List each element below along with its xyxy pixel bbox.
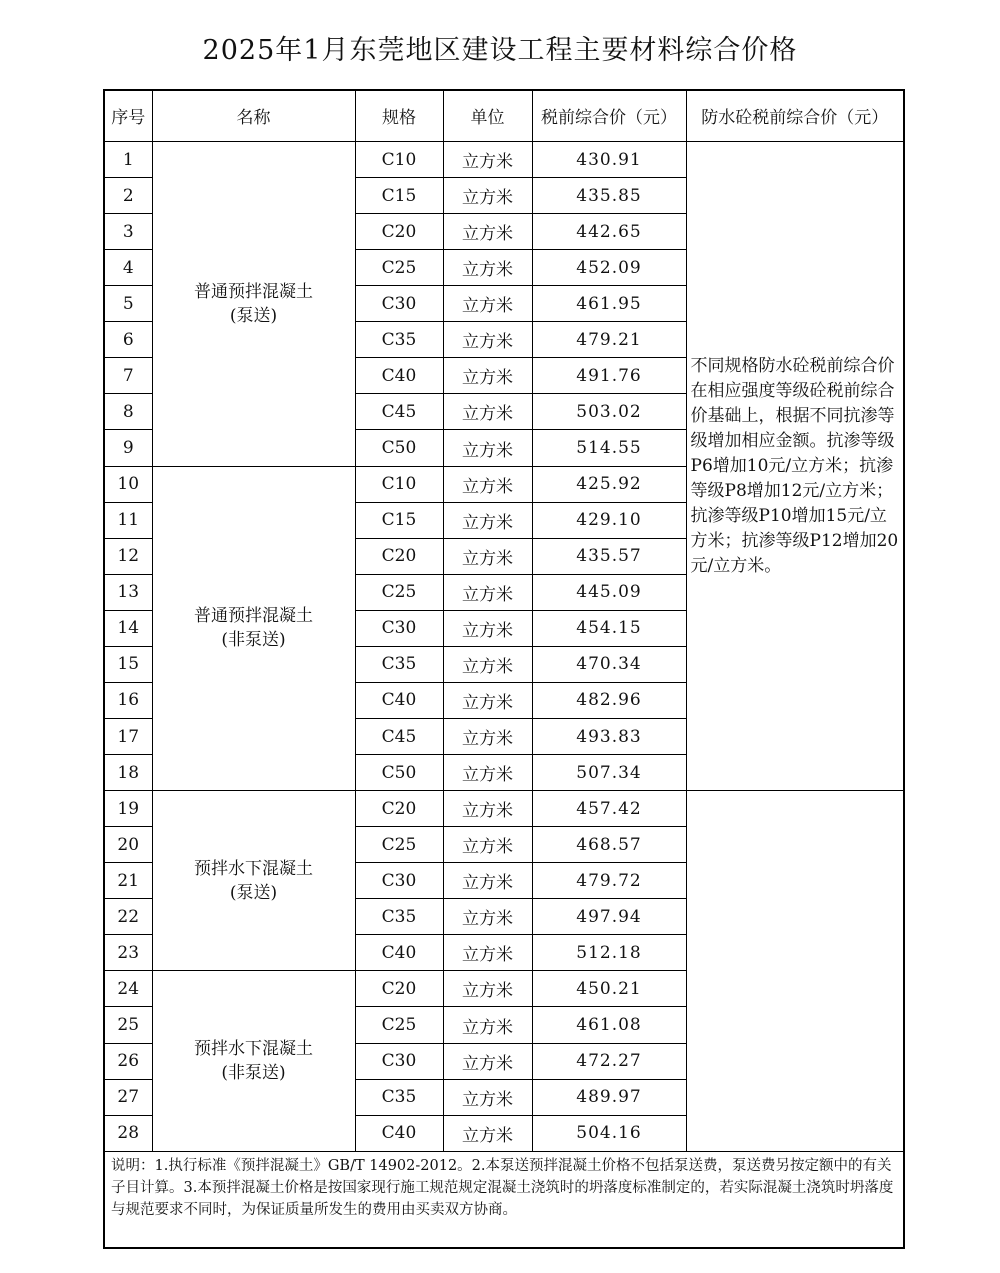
spec-cell: C25 (355, 827, 443, 863)
row-index: 23 (104, 935, 152, 971)
unit-cell: 立方米 (443, 466, 532, 502)
row-index: 9 (104, 430, 152, 466)
price-cell: 450.21 (532, 971, 686, 1007)
unit-cell: 立方米 (443, 286, 532, 322)
price-cell: 512.18 (532, 935, 686, 971)
price-cell: 468.57 (532, 827, 686, 863)
spec-cell: C25 (355, 250, 443, 286)
row-index: 4 (104, 250, 152, 286)
unit-cell: 立方米 (443, 1079, 532, 1115)
price-cell: 479.21 (532, 322, 686, 358)
spec-cell: C40 (355, 682, 443, 718)
spec-cell: C35 (355, 322, 443, 358)
spec-cell: C25 (355, 1007, 443, 1043)
row-index: 10 (104, 466, 152, 502)
price-cell: 497.94 (532, 899, 686, 935)
table-row (104, 141, 904, 177)
row-index: 21 (104, 863, 152, 899)
spec-cell: C20 (355, 971, 443, 1007)
row-index: 15 (104, 646, 152, 682)
table-note: 说明：1.执行标准《预拌混凝土》GB/T 14902-2012。2.本泵送预拌混凝土价格不包括泵送费，泵送费另按定额中的有关子目计算。3.本预拌混凝土价格是按国家现行施工规范规定混凝土浇筑时的坍落度标准制定的，若实际混凝土浇筑时坍落度与规范要求不同时，为保证质量所发生的费用由买卖双方协商。 (104, 1151, 904, 1248)
spec-cell: C35 (355, 899, 443, 935)
price-cell: 470.34 (532, 646, 686, 682)
row-index: 19 (104, 791, 152, 827)
row-index: 8 (104, 394, 152, 430)
unit-cell: 立方米 (443, 899, 532, 935)
price-cell: 425.92 (532, 466, 686, 502)
material-name: 普通预拌混凝土 (194, 281, 313, 302)
material-name-cell (152, 466, 355, 791)
unit-cell: 立方米 (443, 827, 532, 863)
spec-cell: C40 (355, 1115, 443, 1151)
header-name: 名称 (152, 90, 355, 141)
header-spec: 规格 (355, 90, 443, 141)
spec-cell: C10 (355, 466, 443, 502)
material-name: 普通预拌混凝土 (194, 606, 313, 627)
spec-cell: C45 (355, 394, 443, 430)
row-index: 11 (104, 502, 152, 538)
price-cell: 507.34 (532, 755, 686, 791)
spec-cell: C30 (355, 610, 443, 646)
table-row (104, 791, 904, 827)
row-index: 28 (104, 1115, 152, 1151)
spec-cell: C30 (355, 863, 443, 899)
unit-cell: 立方米 (443, 141, 532, 177)
unit-cell: 立方米 (443, 863, 532, 899)
spec-cell: C35 (355, 646, 443, 682)
header-price: 税前综合价（元） (532, 90, 686, 141)
unit-cell: 立方米 (443, 538, 532, 574)
note-row (104, 1151, 904, 1248)
material-name-cell (152, 971, 355, 1151)
spec-cell: C40 (355, 358, 443, 394)
spec-cell: C35 (355, 1079, 443, 1115)
unit-cell: 立方米 (443, 430, 532, 466)
waterproof-empty-cell (686, 791, 904, 1152)
spec-cell: C40 (355, 935, 443, 971)
unit-cell: 立方米 (443, 178, 532, 214)
price-cell: 503.02 (532, 394, 686, 430)
row-index: 26 (104, 1043, 152, 1079)
row-index: 13 (104, 574, 152, 610)
price-cell: 504.16 (532, 1115, 686, 1151)
spec-cell: C25 (355, 574, 443, 610)
spec-cell: C15 (355, 502, 443, 538)
unit-cell: 立方米 (443, 358, 532, 394)
row-index: 16 (104, 682, 152, 718)
price-cell: 489.97 (532, 1079, 686, 1115)
spec-cell: C15 (355, 178, 443, 214)
row-index: 22 (104, 899, 152, 935)
price-cell: 457.42 (532, 791, 686, 827)
row-index: 27 (104, 1079, 152, 1115)
row-index: 18 (104, 755, 152, 791)
unit-cell: 立方米 (443, 1007, 532, 1043)
unit-cell: 立方米 (443, 250, 532, 286)
row-index: 17 (104, 718, 152, 754)
unit-cell: 立方米 (443, 502, 532, 538)
spec-cell: C30 (355, 286, 443, 322)
header-unit: 单位 (443, 90, 532, 141)
price-cell: 442.65 (532, 214, 686, 250)
row-index: 14 (104, 610, 152, 646)
unit-cell: 立方米 (443, 718, 532, 754)
price-cell: 429.10 (532, 502, 686, 538)
price-cell: 435.57 (532, 538, 686, 574)
unit-cell: 立方米 (443, 791, 532, 827)
price-cell: 461.95 (532, 286, 686, 322)
spec-cell: C50 (355, 755, 443, 791)
price-cell: 430.91 (532, 141, 686, 177)
spec-cell: C20 (355, 538, 443, 574)
spec-cell: C20 (355, 214, 443, 250)
price-cell: 454.15 (532, 610, 686, 646)
material-name: 预拌水下混凝土 (194, 1039, 313, 1060)
unit-cell: 立方米 (443, 755, 532, 791)
header-waterproof: 防水砼税前综合价（元） (686, 90, 904, 141)
unit-cell: 立方米 (443, 1043, 532, 1079)
material-delivery-type: (非泵送) (221, 1063, 286, 1084)
price-cell: 514.55 (532, 430, 686, 466)
material-name: 预拌水下混凝土 (194, 858, 313, 879)
spec-cell: C20 (355, 791, 443, 827)
price-cell: 491.76 (532, 358, 686, 394)
price-cell: 435.85 (532, 178, 686, 214)
price-table (103, 89, 905, 1249)
row-index: 20 (104, 827, 152, 863)
spec-cell: C30 (355, 1043, 443, 1079)
material-delivery-type: (非泵送) (221, 630, 286, 651)
price-cell: 479.72 (532, 863, 686, 899)
unit-cell: 立方米 (443, 574, 532, 610)
row-index: 1 (104, 141, 152, 177)
material-delivery-type: (泵送) (229, 305, 278, 326)
document-title: 2025年1月东莞地区建设工程主要材料综合价格 (202, 35, 798, 66)
unit-cell: 立方米 (443, 610, 532, 646)
unit-cell: 立方米 (443, 1115, 532, 1151)
unit-cell: 立方米 (443, 935, 532, 971)
row-index: 3 (104, 214, 152, 250)
price-cell: 472.27 (532, 1043, 686, 1079)
row-index: 12 (104, 538, 152, 574)
spec-cell: C45 (355, 718, 443, 754)
row-index: 5 (104, 286, 152, 322)
unit-cell: 立方米 (443, 394, 532, 430)
header-index: 序号 (104, 90, 152, 141)
unit-cell: 立方米 (443, 214, 532, 250)
unit-cell: 立方米 (443, 646, 532, 682)
price-cell: 445.09 (532, 574, 686, 610)
price-cell: 493.83 (532, 718, 686, 754)
row-index: 24 (104, 971, 152, 1007)
price-cell: 461.08 (532, 1007, 686, 1043)
spec-cell: C10 (355, 141, 443, 177)
row-index: 7 (104, 358, 152, 394)
unit-cell: 立方米 (443, 682, 532, 718)
spec-cell: C50 (355, 430, 443, 466)
header-row (104, 90, 904, 141)
row-index: 6 (104, 322, 152, 358)
waterproof-remark: 不同规格防水砼税前综合价在相应强度等级砼税前综合价基础上，根据不同抗渗等级增加相应金额。抗渗等级P6增加10元/立方米；抗渗等级P8增加12元/立方米；抗渗等级P10增加15元/立方米；抗渗等级P12增加20元/立方米。 (686, 141, 904, 790)
material-name-cell (152, 791, 355, 971)
row-index: 2 (104, 178, 152, 214)
price-cell: 452.09 (532, 250, 686, 286)
unit-cell: 立方米 (443, 971, 532, 1007)
price-cell: 482.96 (532, 682, 686, 718)
material-delivery-type: (泵送) (229, 882, 278, 903)
material-name-cell (152, 141, 355, 466)
unit-cell: 立方米 (443, 322, 532, 358)
row-index: 25 (104, 1007, 152, 1043)
